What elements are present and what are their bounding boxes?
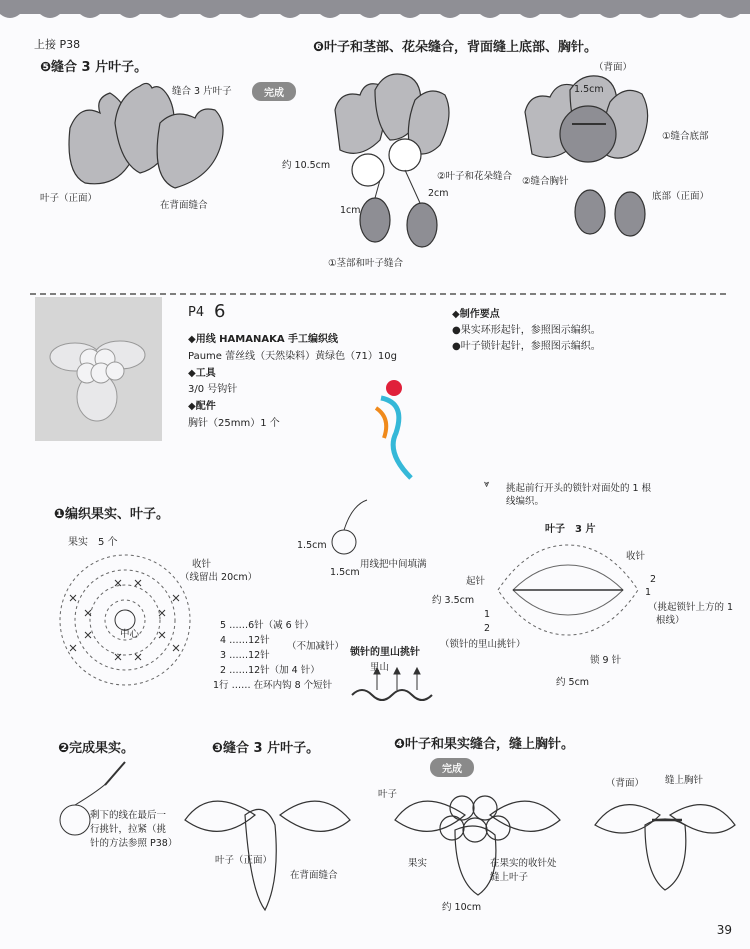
label-back-view: （背面） [594, 62, 633, 73]
top-border-decoration [0, 0, 750, 22]
leaf-pick-note-2: 根线） [656, 615, 685, 626]
label-sew-bottom: ①缝合底部 [662, 131, 709, 142]
final-leaf-label: 叶子 [378, 789, 398, 800]
fruit-label: 果实 5 个 [68, 537, 118, 548]
step1-title: ❶编织果实、叶子。 [54, 507, 170, 522]
legend-note-1: 挑起前行开头的锁针对面处的 1 根 [506, 483, 652, 494]
sew-leaf-label: 叶子（正面） [215, 855, 273, 866]
label-leaf-front: 叶子（正面） [40, 193, 98, 204]
step3-title: ❸缝合 3 片叶子。 [212, 741, 320, 756]
back-loop-diagram [352, 660, 442, 710]
stuffing-15cm-a: 1.5cm [297, 540, 327, 551]
final-back-diagram [590, 785, 740, 895]
finish-note-2: 行挑针，拉紧（挑 [90, 824, 167, 835]
finish-note-1: 剩下的线在最后一 [90, 810, 167, 821]
step4-title: ❹叶子和果实缝合，缝上胸针。 [394, 737, 575, 752]
leaf-pick-note-1: （挑起锁针上方的 1 [648, 602, 734, 613]
legend-note-2: 线编织。 [506, 496, 545, 507]
row-5: 5 ……6针（减 6 针） [220, 620, 314, 631]
label-size-105: 约 10.5cm [282, 160, 331, 171]
step5-title: ❺缝合 3 片叶子。 [40, 60, 148, 75]
project-photo [35, 297, 162, 441]
row-3: 3 ……12针 [220, 650, 270, 661]
final-size: 约 10cm [442, 902, 482, 913]
fruit-finish: 收针 [192, 559, 212, 570]
cross-reference: 上接 P38 [34, 38, 81, 51]
method-point-1: ●果实环形起针，参照图示编织。 [452, 325, 601, 336]
leaf-35cm: 约 3.5cm [432, 595, 475, 606]
complete-badge: 完成 [252, 82, 296, 101]
sew-leaves-diagram [180, 780, 360, 920]
project-number: 6 [214, 301, 226, 322]
parts-detail: 胸针（25mm）1 个 [188, 418, 280, 429]
tools-heading: ◆工具 [188, 368, 216, 379]
final-brooch-label: 缝上胸针 [665, 775, 704, 786]
row-2: 2 ……12针（加 4 针） [220, 665, 320, 676]
assembled-back-diagram [520, 72, 660, 247]
project-page: P4 [188, 305, 205, 320]
watermark-logo [366, 378, 426, 488]
parts-heading: ◆配件 [188, 401, 216, 412]
leaf-row-1: 1 [645, 587, 652, 598]
stuffing-15cm-b: 1.5cm [330, 567, 360, 578]
label-1cm: 1cm [340, 205, 361, 216]
leaf-5cm: 约 5cm [556, 677, 590, 688]
method-point-2: ●叶子锁针起针，参照图示编织。 [452, 341, 601, 352]
label-leaf-flower: ②叶子和花朵缝合 [437, 171, 513, 182]
step2-title: ❷完成果实。 [58, 741, 135, 756]
row-1: 1行 …… 在环内钩 8 个短针 [213, 680, 333, 691]
fruit-stitch-chart [55, 550, 195, 690]
leaf-row-1b: 1 [484, 609, 491, 620]
final-sew-note-2: 缝上叶子 [490, 872, 529, 883]
label-sew-brooch: ②缝合胸针 [522, 176, 569, 187]
row-4: 4 ……12针 [220, 635, 270, 646]
label-three-leaves: 缝合 3 片叶子 [172, 86, 232, 97]
leaf-row-2b: 2 [484, 623, 491, 634]
sew-back-label: 在背面缝合 [290, 870, 338, 881]
section-divider [30, 292, 730, 296]
finish-note-3: 针的方法参照 P38） [90, 838, 178, 849]
yarn-detail: Paume 蕾丝线（天然染料）黄绿色（71）10g [188, 351, 397, 362]
label-15cm: 1.5cm [574, 84, 604, 95]
leaf-chain-note: （锁针的里山挑针） [440, 639, 526, 650]
final-front-diagram [390, 780, 570, 900]
back-loop-label: 里山 [370, 662, 390, 673]
final-sew-note-1: 在果实的收针处 [490, 858, 557, 869]
rows-no-change: （不加减针） [287, 641, 345, 652]
stuffing-note: 用线把中间填满 [360, 559, 427, 570]
label-sew-back: 在背面缝合 [160, 200, 208, 211]
leaf-title: 叶子 3 片 [545, 524, 596, 535]
complete-badge-final: 完成 [430, 758, 474, 777]
leaf-stitch-chart [488, 540, 648, 640]
yarn-heading: ◆用线 HAMANAKA 手工编织线 [188, 334, 339, 345]
page-number: 39 [716, 923, 732, 937]
fruit-finish-note: （线留出 20cm） [180, 572, 258, 583]
final-back-label: （背面） [606, 778, 645, 789]
leaf-finish: 收针 [626, 551, 646, 562]
assembled-front-diagram [330, 70, 460, 255]
step6-title: ❻叶子和茎部、花朵缝合，背面缝上底部、胸针。 [313, 40, 598, 55]
final-fruit-label: 果实 [408, 858, 428, 869]
back-loop-title: 锁针的里山挑针 [350, 647, 420, 658]
tools-detail: 3/0 号钩针 [188, 384, 238, 395]
leaf-row-2: 2 [650, 574, 657, 585]
fruit-center: 中心 [120, 629, 140, 640]
label-bottom-front: 底部（正面） [652, 191, 710, 202]
label-stem-leaf: ①茎部和叶子缝合 [328, 258, 404, 269]
method-heading: ◆制作要点 [452, 309, 500, 320]
leaf-chain-9: 锁 9 针 [590, 655, 622, 666]
legend-symbol: ⩔ [484, 479, 490, 490]
stuffing-diagram [322, 500, 382, 560]
label-2cm: 2cm [428, 188, 449, 199]
leaf-start: 起针 [466, 576, 486, 587]
